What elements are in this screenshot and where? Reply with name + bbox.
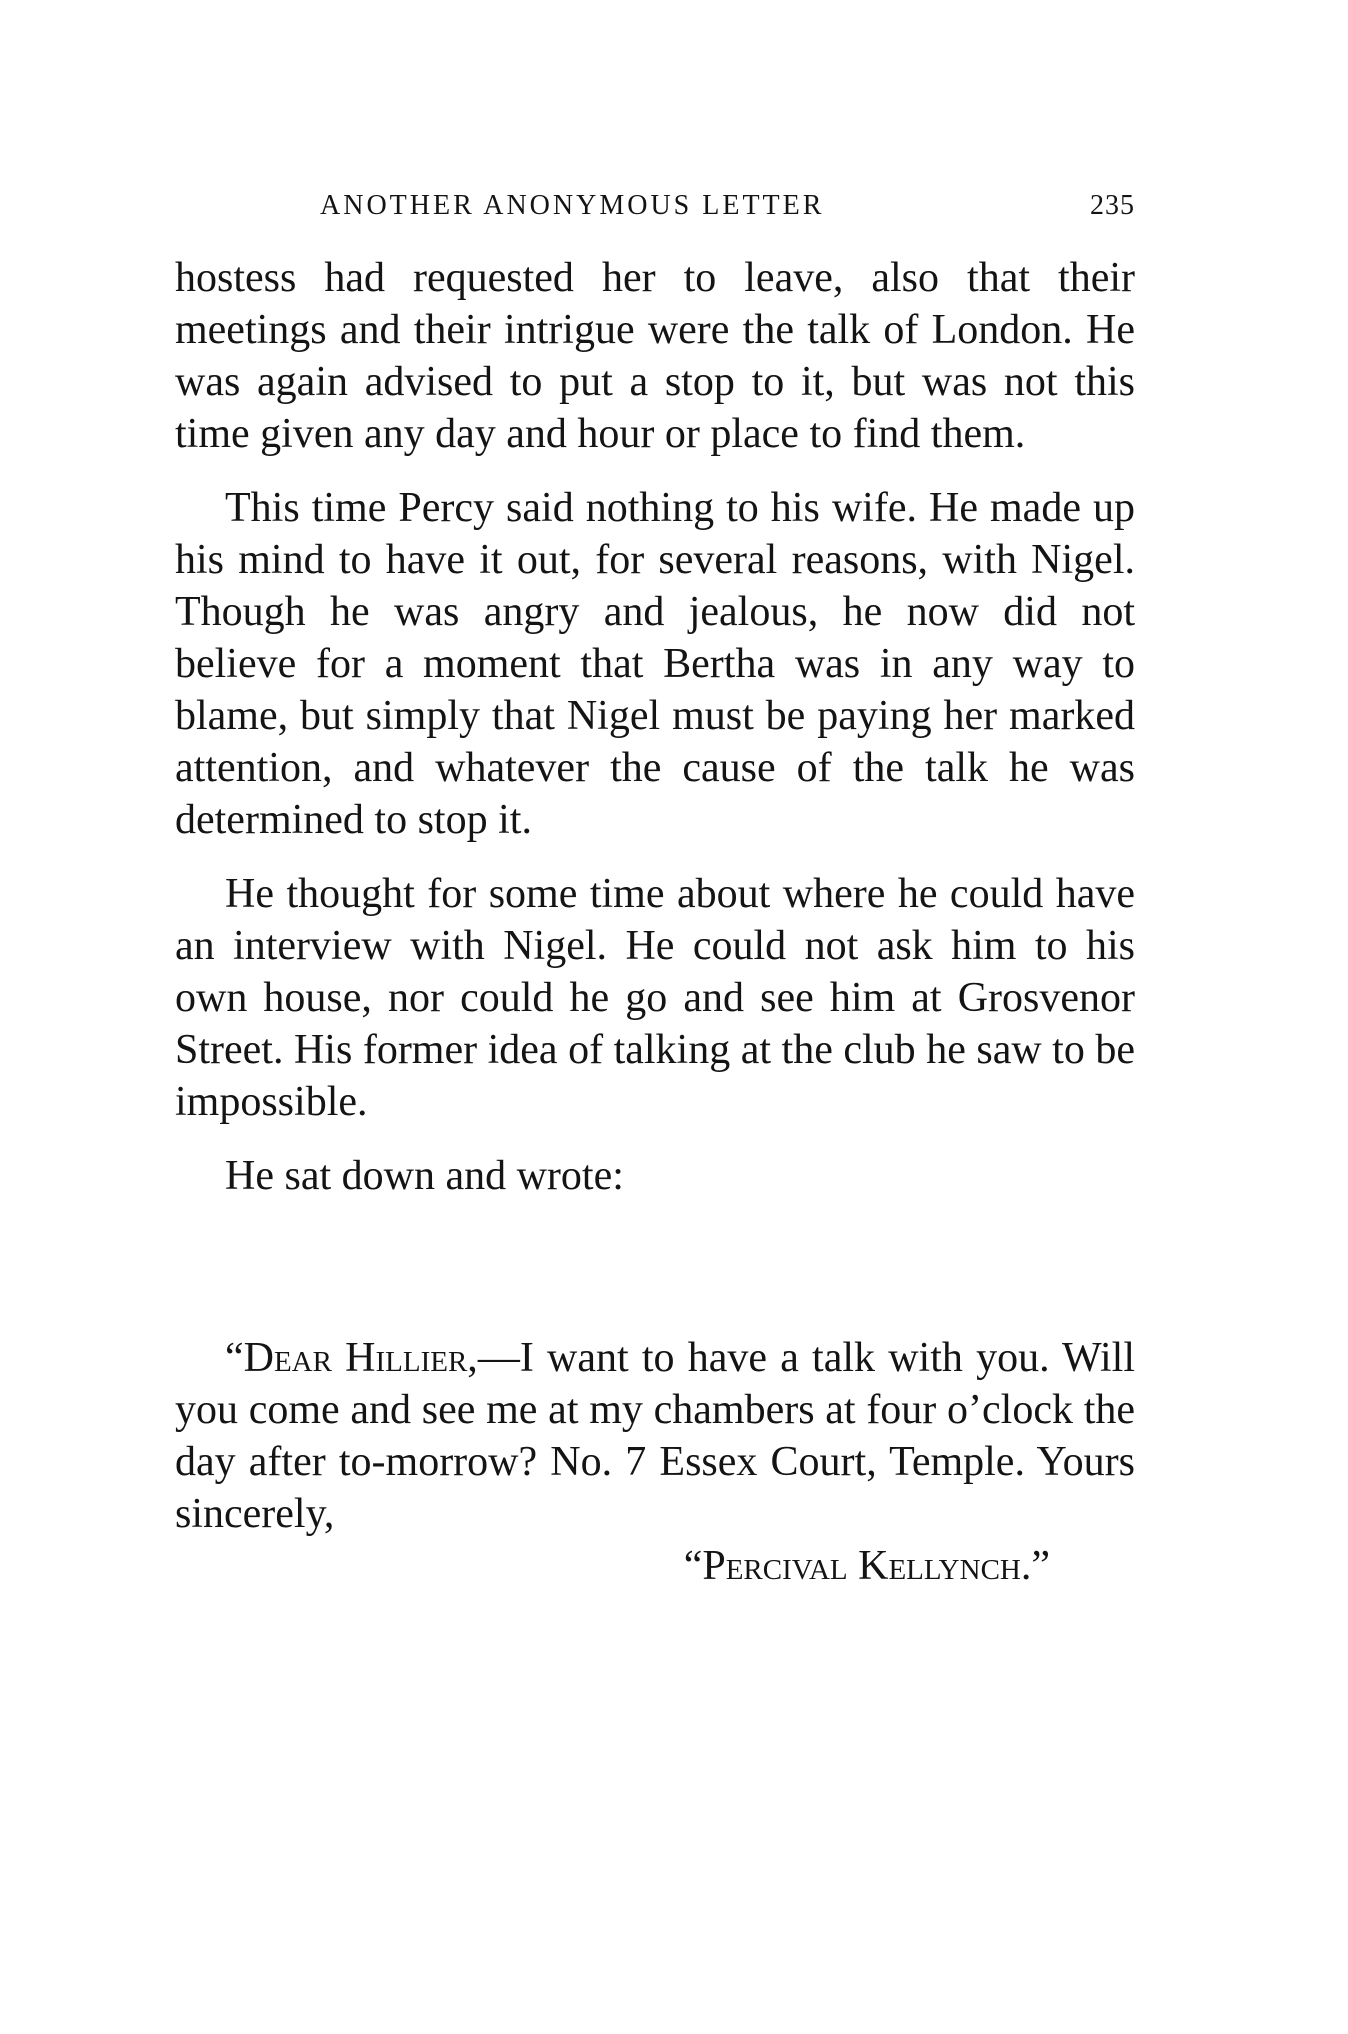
page-number: 235: [1090, 190, 1135, 221]
letter-salutation: “Dear Hillier,: [225, 1335, 478, 1381]
paragraph: He thought for some time about where he could have an interview with Nigel. He could not ask him to his own house, nor could he go and see him at Grosvenor Street. His former idea of talking at the club he saw to be impossible.: [175, 871, 1135, 1125]
paragraph: hostess had requested her to leave, also that their meetings and their intrigue were the talk of London. He was again advised to put a stop to it, but was not this time given any day and hour or place to find them.: [175, 255, 1135, 457]
paragraph: He sat down and wrote:: [225, 1153, 624, 1199]
letter-signature: “Percival Kellynch.”: [683, 1543, 1050, 1589]
section-gap: [175, 1224, 1135, 1332]
letter-body: [175, 1332, 1135, 1540]
letter-text: —I want to have a talk with you. Will you come and see me at my chambers at four o’clock the day after to-morrow? No. 7 Essex Court, Temple. Yours sincerely,: [175, 1335, 1136, 1537]
letter: [175, 1332, 1135, 1592]
running-header: [175, 190, 1135, 230]
running-title: ANOTHER ANONYMOUS LETTER: [320, 190, 825, 221]
body-text: [175, 252, 1135, 1592]
paragraph: This time Percy said nothing to his wife. He made up his mind to have it out, for several reasons, with Nigel. Though he was angry and jealous, he now did not believe for a moment that Bertha was in any way to blame, but simply that Nigel must be paying her marked attention, and whatever the cause of the talk he was determined to stop it.: [175, 485, 1135, 843]
